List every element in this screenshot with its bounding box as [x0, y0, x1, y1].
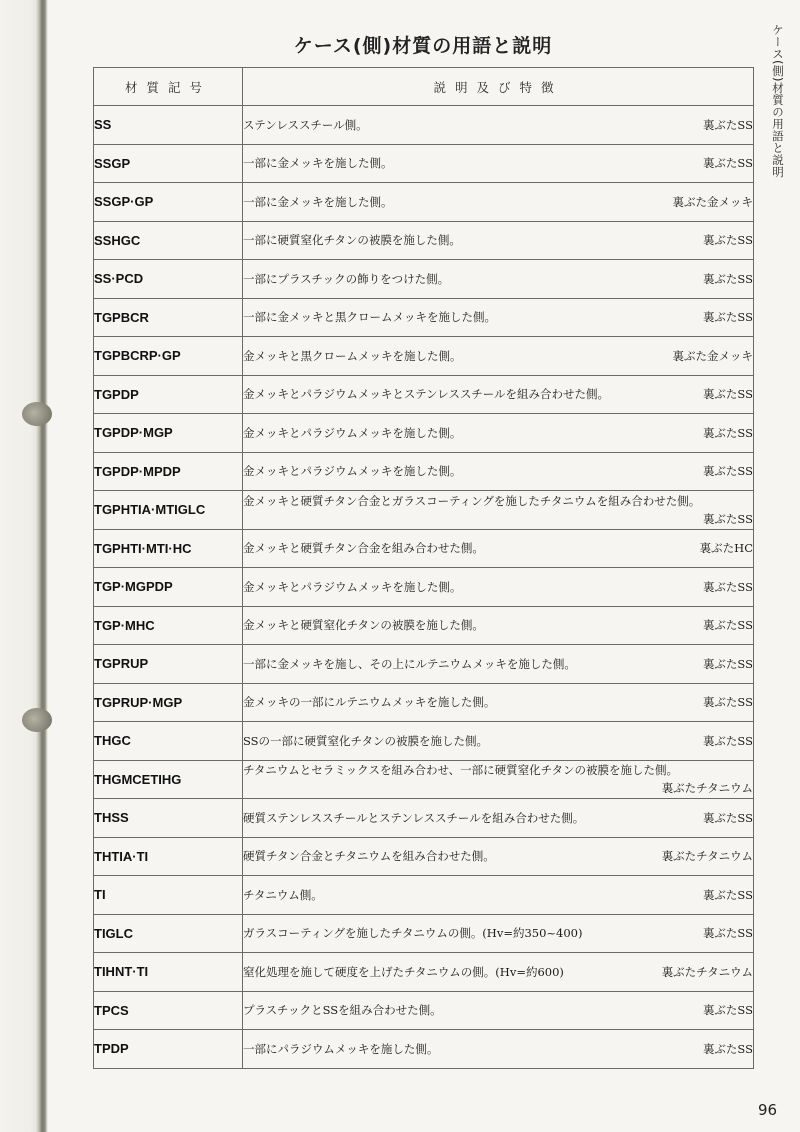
table-row	[94, 645, 754, 684]
material-code: TIHNT·TI	[94, 953, 243, 992]
material-description-cell	[243, 953, 754, 992]
material-description-cell	[243, 837, 754, 876]
description-text: 硬質ステンレススチールとステンレススチールを組み合わせた側。	[243, 810, 585, 825]
table-row	[94, 183, 754, 222]
case-back-material: 裏ぶたSS	[702, 233, 753, 248]
description-content	[243, 925, 753, 941]
description-text: 窒化処理を施して硬度を上げたチタニウムの側。(Hv=約600)	[243, 964, 564, 979]
material-description-cell	[243, 260, 754, 299]
binder-edge	[0, 0, 48, 1132]
description-text: プラスチックとSSを組み合わせた側。	[243, 1003, 442, 1018]
description-content	[243, 617, 753, 633]
description-text: 硬質チタン合金とチタニウムを組み合わせた側。	[243, 849, 495, 864]
material-code: TPDP	[94, 1030, 243, 1069]
material-code: THGC	[94, 722, 243, 761]
description-text: 一部に金メッキを施した側。	[243, 194, 393, 209]
material-description-cell	[243, 491, 754, 530]
binder-ring-hole	[22, 402, 52, 426]
case-back-material: 裏ぶたチタニウム	[661, 781, 753, 796]
page-number: 96	[758, 1101, 778, 1119]
table-row	[94, 683, 754, 722]
material-code: TGPDP·MGP	[94, 414, 243, 453]
material-description-cell	[243, 106, 754, 145]
description-content	[243, 271, 753, 287]
table-header-row	[94, 68, 754, 106]
case-back-material: 裏ぶたSS	[702, 926, 753, 941]
material-description-cell	[243, 876, 754, 915]
description-text: 金メッキとパラジウムメッキを施した側。	[243, 425, 462, 440]
case-back-material: 裏ぶたSS	[702, 1003, 753, 1018]
description-content	[243, 493, 753, 527]
description-content	[243, 194, 753, 210]
description-content	[243, 964, 753, 980]
description-content	[243, 155, 753, 171]
table-row	[94, 221, 754, 260]
material-code: TI	[94, 876, 243, 915]
description-content	[243, 656, 753, 672]
material-description-cell	[243, 183, 754, 222]
material-code: TIGLC	[94, 914, 243, 953]
material-description-cell	[243, 991, 754, 1030]
description-content	[243, 887, 753, 903]
material-code: THGMCETIHG	[94, 760, 243, 799]
material-description-cell	[243, 452, 754, 491]
table-row	[94, 876, 754, 915]
material-code: SSGP·GP	[94, 183, 243, 222]
case-back-material: 裏ぶたSS	[702, 810, 753, 825]
material-code: SS·PCD	[94, 260, 243, 299]
material-description-cell	[243, 606, 754, 645]
case-back-material: 裏ぶたチタニウム	[661, 849, 753, 864]
case-back-material: 裏ぶたSS	[702, 271, 753, 286]
description-text: チタニウム側。	[243, 887, 323, 902]
material-code: THTIA·TI	[94, 837, 243, 876]
description-text: 金メッキとパラジウムメッキを施した側。	[243, 464, 462, 479]
case-back-material: 裏ぶたSS	[702, 511, 753, 526]
description-content	[243, 1002, 753, 1018]
description-content	[243, 386, 753, 402]
material-description-cell	[243, 414, 754, 453]
table-row	[94, 914, 754, 953]
case-back-material: 裏ぶたHC	[699, 541, 753, 556]
description-text: 金メッキと黒クロームメッキを施した側。	[243, 348, 462, 363]
table-row	[94, 837, 754, 876]
description-text: 一部に金メッキを施し、その上にルテニウムメッキを施した側。	[243, 656, 576, 671]
table-row	[94, 452, 754, 491]
case-back-material: 裏ぶたSS	[702, 387, 753, 402]
case-back-material: 裏ぶたSS	[702, 656, 753, 671]
description-content	[243, 1041, 753, 1057]
material-description-cell	[243, 1030, 754, 1069]
description-text: 一部にパラジウムメッキを施した側。	[243, 1041, 439, 1056]
material-code: SSGP	[94, 144, 243, 183]
description-content	[243, 810, 753, 826]
description-text: 一部に金メッキを施した側。	[243, 156, 393, 171]
table-row	[94, 991, 754, 1030]
material-description-cell	[243, 645, 754, 684]
material-code: TGPRUP	[94, 645, 243, 684]
table-row	[94, 375, 754, 414]
material-code: TPCS	[94, 991, 243, 1030]
table-row	[94, 1030, 754, 1069]
case-back-material: 裏ぶたSS	[702, 618, 753, 633]
material-code: TGPBCR	[94, 298, 243, 337]
material-description-cell	[243, 722, 754, 761]
table-row	[94, 106, 754, 145]
table-row	[94, 722, 754, 761]
header-material-code: 材質記号	[94, 68, 243, 106]
page-title: ケース(側)材質の用語と説明	[293, 35, 553, 57]
table-row	[94, 298, 754, 337]
description-content	[243, 348, 753, 364]
table-body	[94, 106, 754, 1069]
description-text: 金メッキとパラジウムメッキを施した側。	[243, 579, 462, 594]
side-index-tab: ケース(側)材質の用語と説明	[771, 24, 785, 178]
description-text: 金メッキの一部にルテニウムメッキを施した側。	[243, 695, 496, 710]
header-description: 説明及び特徴	[243, 68, 754, 106]
table-row	[94, 491, 754, 530]
description-content	[243, 232, 753, 248]
material-code: SSHGC	[94, 221, 243, 260]
description-content	[243, 463, 753, 479]
table-row	[94, 606, 754, 645]
case-back-material: 裏ぶたSS	[702, 156, 753, 171]
material-code: TGPDP·MPDP	[94, 452, 243, 491]
description-content	[243, 579, 753, 595]
material-description-cell	[243, 799, 754, 838]
description-content	[243, 540, 753, 556]
material-code: TGPHTIA·MTIGLC	[94, 491, 243, 530]
description-text: SSの一部に硬質窒化チタンの被膜を施した側。	[243, 733, 488, 748]
description-text: 金メッキと硬質チタン合金とガラスコーティングを施したチタニウムを組み合わせた側。	[243, 493, 701, 508]
material-description-cell	[243, 683, 754, 722]
description-text: 一部に金メッキと黒クロームメッキを施した側。	[243, 310, 496, 325]
case-back-material: 裏ぶたSS	[702, 695, 753, 710]
case-back-material: 裏ぶたSS	[702, 464, 753, 479]
description-content	[243, 762, 753, 796]
material-description-cell	[243, 568, 754, 607]
case-back-material: 裏ぶたSS	[702, 310, 753, 325]
material-code: TGPRUP·MGP	[94, 683, 243, 722]
material-code: TGPBCRP·GP	[94, 337, 243, 376]
table-row	[94, 529, 754, 568]
material-code: TGPDP	[94, 375, 243, 414]
material-description-cell	[243, 914, 754, 953]
material-description-cell	[243, 375, 754, 414]
case-back-material: 裏ぶたSS	[702, 733, 753, 748]
material-code: TGP·MGPDP	[94, 568, 243, 607]
case-back-material: 裏ぶたSS	[702, 1041, 753, 1056]
description-text: ガラスコーティングを施したチタニウムの側。(Hv=約350~400)	[243, 926, 583, 941]
table-row	[94, 414, 754, 453]
table-row	[94, 260, 754, 299]
material-code: SS	[94, 106, 243, 145]
material-description-cell	[243, 144, 754, 183]
material-description-cell	[243, 298, 754, 337]
description-text: 金メッキと硬質窒化チタンの被膜を施した側。	[243, 618, 484, 633]
description-text: チタニウムとセラミックスを組み合わせ、一部に硬質窒化チタンの被膜を施した側。	[243, 763, 679, 778]
case-material-table	[93, 67, 754, 1069]
case-back-material: 裏ぶた金メッキ	[672, 348, 753, 363]
description-text: 金メッキとパラジウムメッキとステンレススチールを組み合わせた側。	[243, 387, 609, 402]
material-description-cell	[243, 337, 754, 376]
description-content	[243, 694, 753, 710]
case-back-material: 裏ぶた金メッキ	[672, 194, 753, 209]
case-back-material: 裏ぶたSS	[702, 425, 753, 440]
description-content	[243, 848, 753, 864]
description-text: ステンレススチール側。	[243, 117, 368, 132]
case-back-material: 裏ぶたSS	[702, 117, 753, 132]
description-text: 金メッキと硬質チタン合金を組み合わせた側。	[243, 541, 484, 556]
table-row	[94, 337, 754, 376]
case-back-material: 裏ぶたチタニウム	[661, 964, 753, 979]
binder-ring-hole	[22, 708, 52, 732]
description-content	[243, 117, 753, 133]
description-content	[243, 309, 753, 325]
material-description-cell	[243, 529, 754, 568]
description-content	[243, 733, 753, 749]
case-back-material: 裏ぶたSS	[702, 579, 753, 594]
material-code: TGP·MHC	[94, 606, 243, 645]
table-row	[94, 953, 754, 992]
material-description-cell	[243, 221, 754, 260]
description-text: 一部にプラスチックの飾りをつけた側。	[243, 271, 450, 286]
description-text: 一部に硬質窒化チタンの被膜を施した側。	[243, 233, 461, 248]
description-content	[243, 425, 753, 441]
material-code: TGPHTI·MTI·HC	[94, 529, 243, 568]
case-back-material: 裏ぶたSS	[702, 887, 753, 902]
material-description-cell	[243, 760, 754, 799]
material-code: THSS	[94, 799, 243, 838]
table-row	[94, 144, 754, 183]
table-row	[94, 799, 754, 838]
table-row	[94, 760, 754, 799]
table-row	[94, 568, 754, 607]
